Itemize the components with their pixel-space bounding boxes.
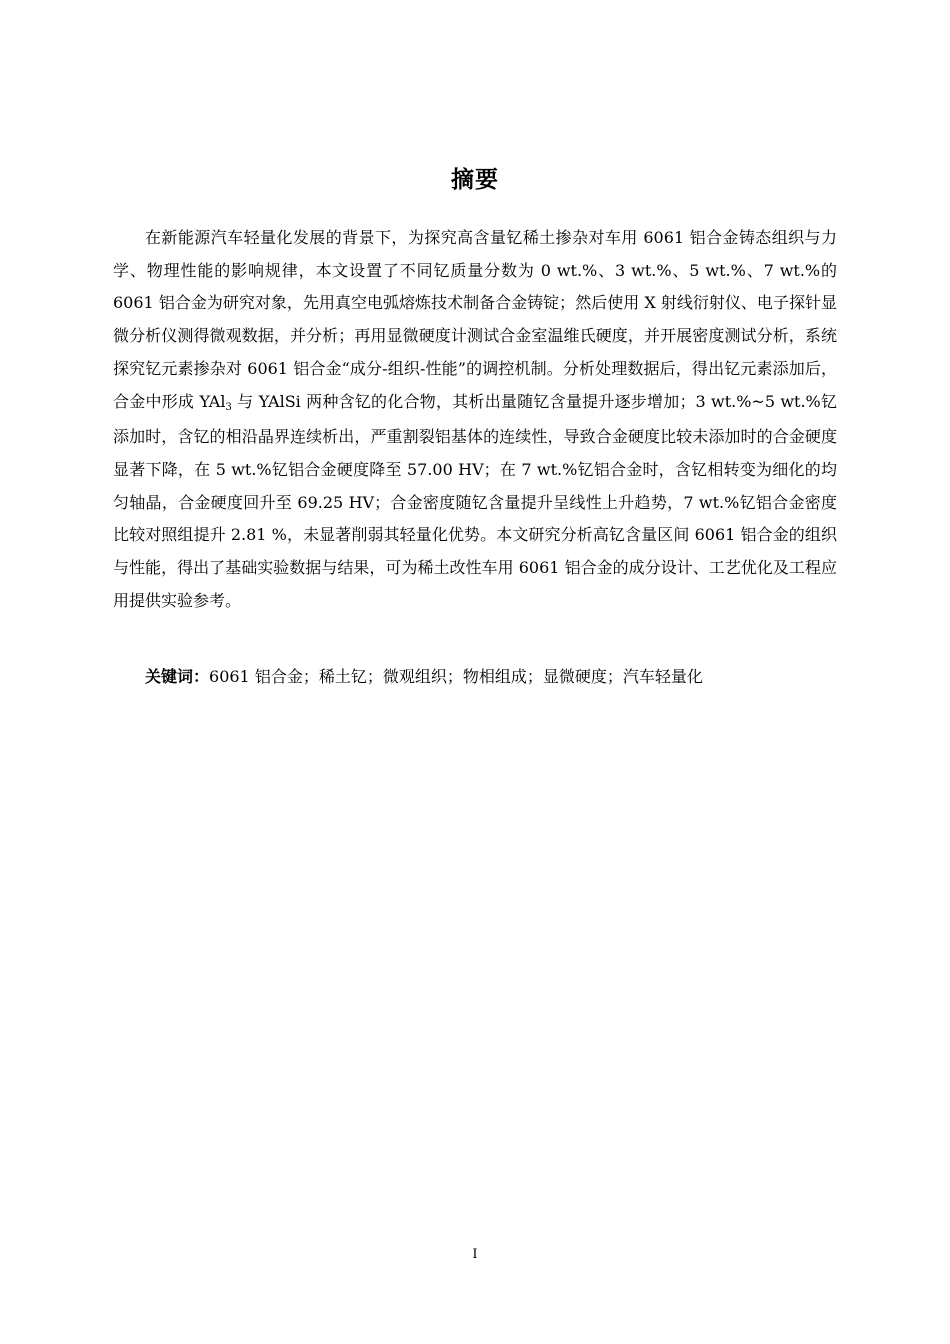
abstract-title: 摘要 [451, 167, 499, 193]
keywords-line [113, 661, 837, 693]
keywords-label: 关键词： [145, 667, 210, 686]
keywords-list: 6061 铝合金；稀土钇；微观组织；物相组成；显微硬度；汽车轻量化 [209, 667, 703, 686]
abstract-text-part1: 在新能源汽车轻量化发展的背景下，为探究高含量钇稀土掺杂对车用 6061 铝合金铸态组织与力学、物理性能的影响规律，本文设置了不同钇质量分数为 0 wt.%、3 wt.%、5 wt.%、7 wt.%的 6061 铝合金为研究对象，先用真空电弧熔炼技术制备合金铸锭；然后使用 X 射线衍射仪、电子探针显微分析仪测得微观数据，并分析；再用显微硬度计测试合金室温维氏硬度，并开展密度测试分析，系统探究钇元素掺杂对 6061 铝合金“成分-组织-性能”的调控机制。分析处理数据后，得出钇元素添加后，合金中形成 YAl [113, 228, 837, 411]
abstract-text-part2: 与 YAlSi 两种含钇的化合物，其析出量随钇含量提升逐步增加；3 wt.%~5 wt.%钇添加时，含钇的相沿晶界连续析出，严重割裂铝基体的连续性，导致合金硬度比较未添加时的合金硬度显著下降，在 5 wt.%钇铝合金硬度降至 57.00 HV；在 7 wt.%钇铝合金时，含钇相转变为细化的均匀轴晶，合金硬度回升至 69.25 HV；合金密度随钇含量提升呈线性上升趋势，7 wt.%钇铝合金密度比较对照组提升 2.81 %，未显著削弱其轻量化优势。本文研究分析高钇含量区间 6061 铝合金的组织与性能，得出了基础实验数据与结果，可为稀土改性车用 6061 铝合金的成分设计、工艺优化及工程应用提供实验参考。 [113, 391, 837, 610]
abstract-subscript: 3 [225, 401, 232, 413]
abstract-paragraph [113, 222, 837, 617]
page-number: I [472, 1247, 478, 1262]
